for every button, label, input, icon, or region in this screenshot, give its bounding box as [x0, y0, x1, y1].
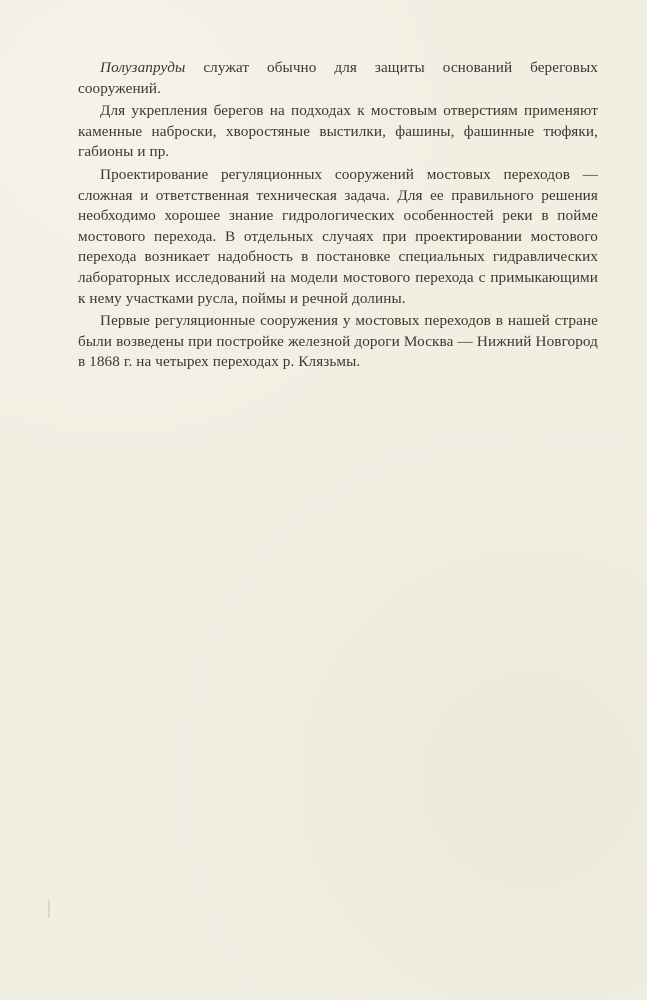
page-edge-mark: [48, 900, 50, 918]
body-text: [78, 58, 598, 375]
paragraph-3: Проектирование регуляционных сооружений мостовых переходов — сложная и ответственная техническая задача. Для ее правильного решения необходимо хорошее знание гидрологических особенностей реки в пойме мостового перехода. В отдельных случаях при проектировании мостового перехода возникает надобность в постановке специальных гидравлических лабораторных исследований на модели мостового перехода с примыкающими к нему участками русла, поймы и речной долины.: [78, 165, 598, 307]
paragraph-1: [78, 58, 598, 99]
term-emphasis: Полузапруды: [100, 59, 186, 76]
paragraph-4: Первые регуляционные сооружения у мостовых переходов в нашей стране были возведены при постройке железной дороги Москва — Нижний Новгород в 1868 г. на четырех переходах р. Клязьмы.: [78, 312, 598, 371]
paragraph-1-text: служат обычно для защиты оснований береговых сооружений.: [78, 59, 598, 97]
paragraph-2: Для укрепления берегов на подходах к мостовым отверстиям применяют каменные наброски, хворостяные выстилки, фашины, фашинные тюфяки, габионы и пр.: [78, 102, 598, 161]
